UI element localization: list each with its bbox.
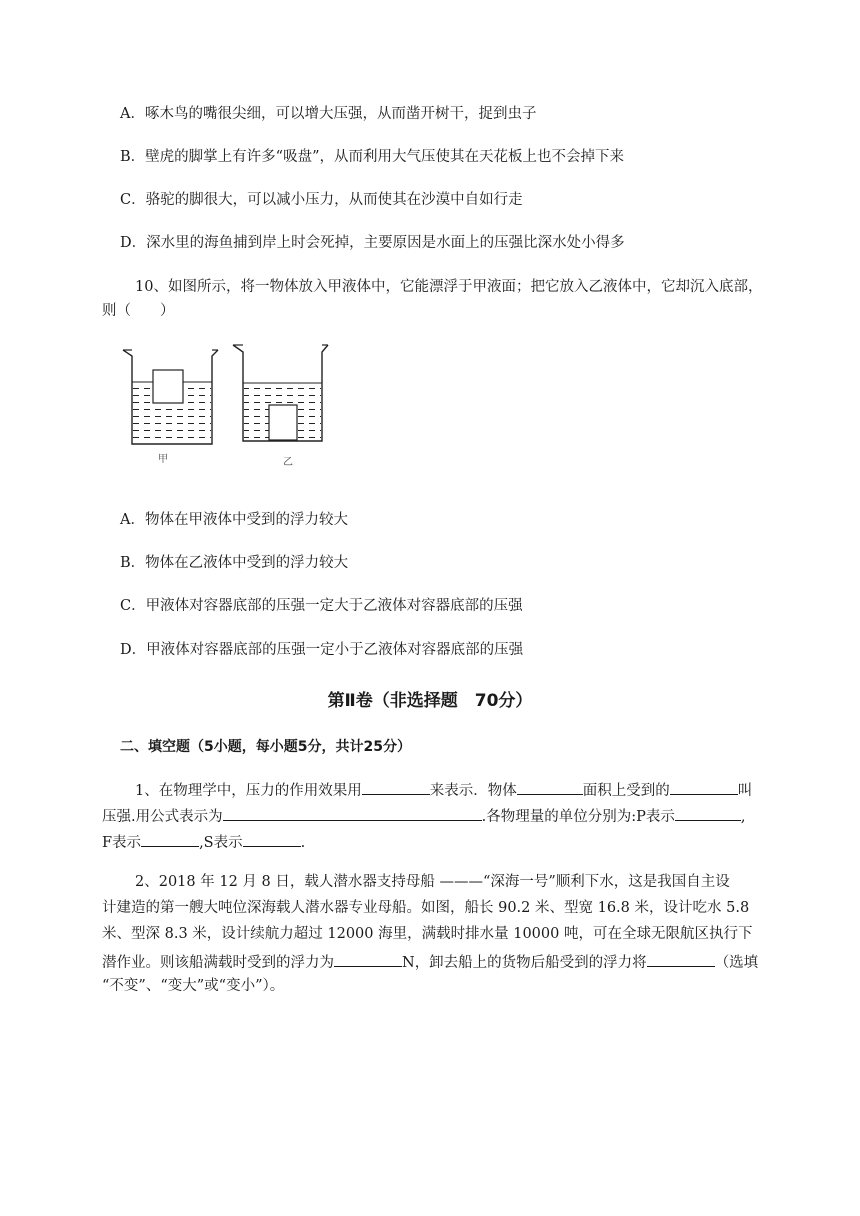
blank-5[interactable] — [675, 804, 741, 821]
fill1-text-g: , — [740, 809, 746, 825]
q9-option-d: D．深水里的海鱼捕到岸上时会死掉，主要原因是水面上的压强比深水处小得多 — [120, 235, 625, 251]
fill1-text-e: 压强.用公式表示为 — [102, 809, 223, 825]
blank-9[interactable] — [647, 950, 715, 967]
fill1-text-i: ,S表示 — [199, 835, 243, 851]
q10-stem-line1: 10、如图所示，将一物体放入甲液体中，它能漂浮于甲液面；把它放入乙液体中，它却沉入底部， — [135, 279, 763, 295]
q10-stem-line2: 则（ ） — [102, 303, 175, 319]
blank-4[interactable] — [223, 804, 482, 821]
q9-option-a: A．啄木鸟的嘴很尖细，可以增大压强，从而凿开树干，捉到虫子 — [120, 106, 537, 122]
label-yi: 乙 — [283, 457, 293, 468]
q10-option-b: B．物体在乙液体中受到的浮力较大 — [120, 555, 349, 571]
blank-6[interactable] — [141, 830, 199, 847]
fill1-line1 — [135, 778, 752, 801]
fill1-text-b: 来表示．物体 — [429, 783, 517, 799]
floating-block — [153, 370, 183, 403]
fill1-line3 — [102, 830, 305, 853]
fill1-line2 — [102, 804, 745, 827]
fill1-text-f: .各物理量的单位分别为:P表示 — [481, 809, 675, 825]
fill2-text-b: N，卸去船上的货物后船受到的浮力将 — [402, 955, 647, 971]
fill2-line4 — [102, 950, 758, 973]
section-title: 第Ⅱ卷（非选择题 70分） — [327, 691, 533, 711]
fill2-line3: 米、型深 8.3 米，设计续航力超过 12000 海里，满载时排水量 10000 吨，可在全球无限航区执行下 — [102, 926, 753, 942]
fill2-line2: 计建造的第一艘大吨位深海载人潜水器专业母船。如图，船长 90.2 米、型宽 16.8 米，设计吃水 5.8 — [102, 900, 750, 916]
blank-8[interactable] — [334, 950, 402, 967]
fill2-line5: “不变”、“变大”或“变小”）。 — [102, 978, 285, 994]
label-jia: 甲 — [158, 454, 168, 465]
sunk-block — [269, 405, 297, 440]
q10-option-d: D．甲液体对容器底部的压强一定小于乙液体对容器底部的压强 — [120, 642, 524, 658]
fill1-text-c: 面积上受到的 — [582, 783, 670, 799]
fill2-line1: 2、2018 年 12 月 8 日，载人潜水器支持母船 ———“深海一号”顺利下水，这是我国自主设 — [135, 874, 730, 890]
fill2-text-c: （选填 — [714, 955, 759, 971]
fill1-text-j: . — [300, 835, 306, 851]
q9-option-b: B．壁虎的脚掌上有许多“吸盘”，从而利用大气压使其在天花板上也不会掉下来 — [120, 149, 624, 165]
q9-option-c: C．骆驼的脚很大，可以减小压力，从而使其在沙漠中自如行走 — [120, 192, 523, 208]
beaker-left — [123, 350, 218, 444]
q10-option-a: A．物体在甲液体中受到的浮力较大 — [120, 512, 348, 528]
blank-2[interactable] — [517, 778, 583, 795]
q10-option-c: C．甲液体对容器底部的压强一定大于乙液体对容器底部的压强 — [120, 598, 523, 614]
blank-7[interactable] — [243, 830, 301, 847]
blank-1[interactable] — [362, 778, 430, 795]
fill1-text-h: F表示 — [102, 835, 142, 851]
fill1-text-d: 叫 — [737, 783, 753, 799]
fill2-text-a: 潜作业。则该船满载时受到的浮力为 — [102, 955, 334, 971]
fill1-text-a: 1、在物理学中，压力的作用效果用 — [135, 783, 362, 799]
blank-3[interactable] — [670, 778, 738, 795]
section-subtitle: 二、填空题（5小题，每小题5分，共计25分） — [120, 739, 411, 755]
beaker-right — [233, 345, 328, 441]
